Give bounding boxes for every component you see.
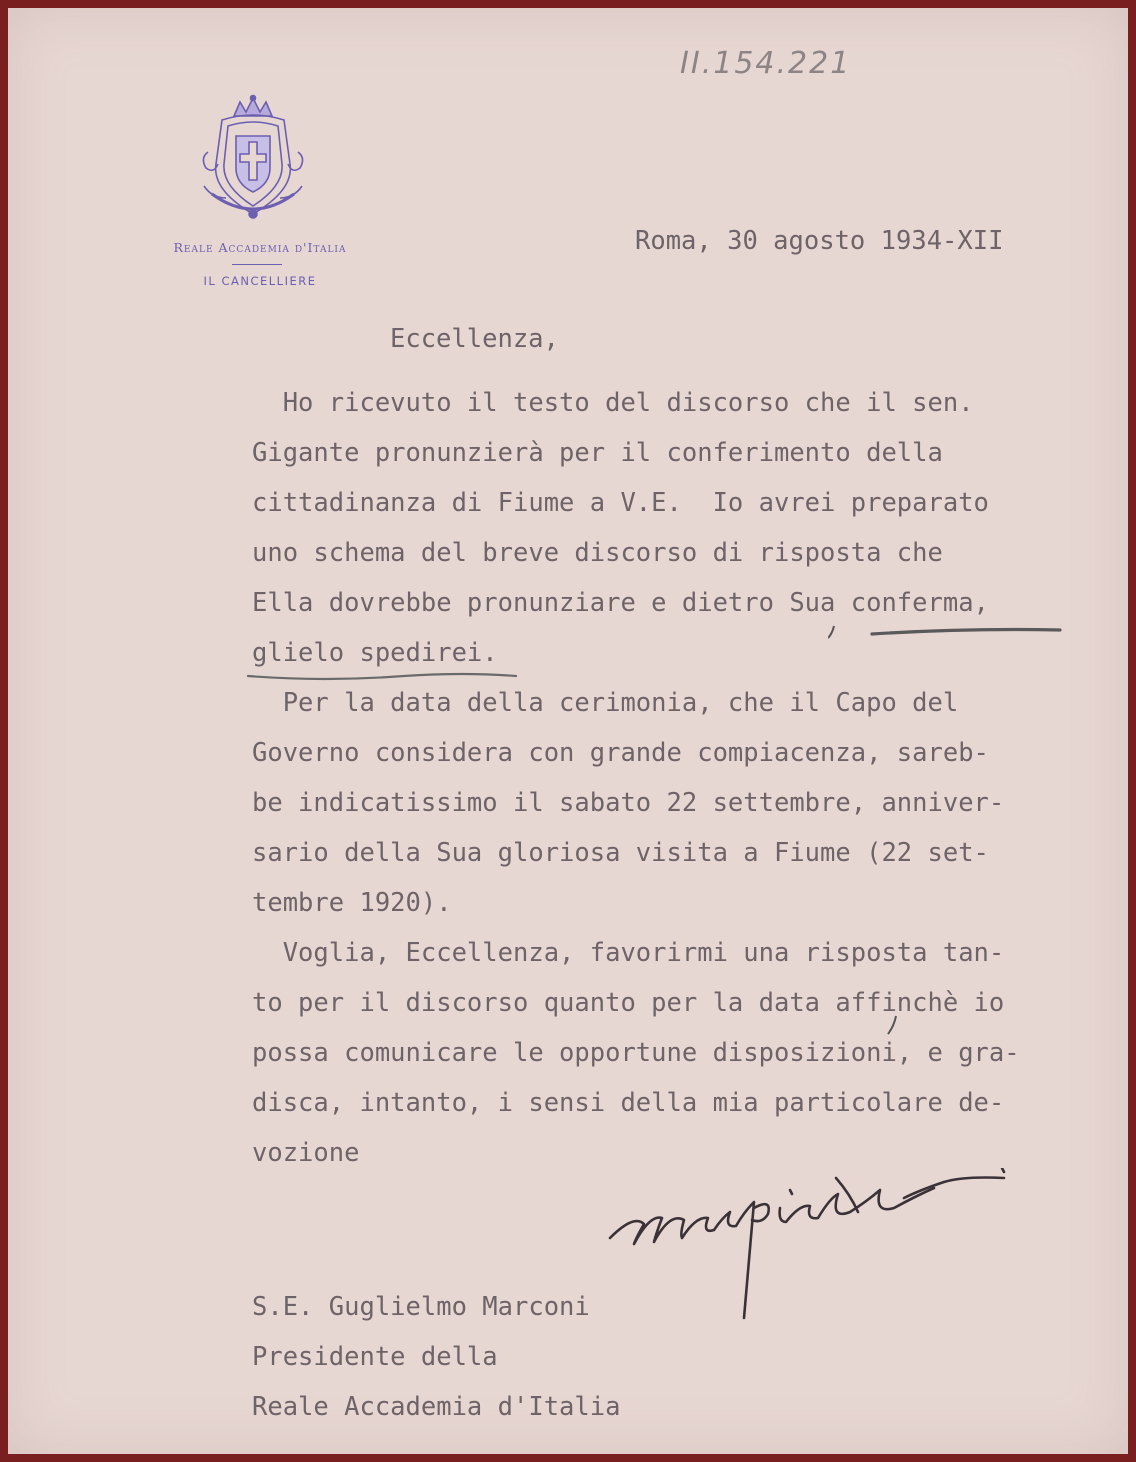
body-line: tembre 1920).: [252, 888, 452, 918]
signature: [604, 1168, 1024, 1328]
body-line: Governo considera con grande compiacenza, sareb-: [252, 738, 989, 768]
body-line: vozione: [252, 1138, 360, 1168]
date-line: Roma, 30 agosto 1934-XII: [635, 226, 1004, 256]
body-line: sario della Sua gloriosa visita a Fiume (22 set-: [252, 838, 989, 868]
body-line: Gigante pronunzierà per il conferimento della: [252, 438, 943, 468]
salutation: Eccellenza,: [390, 324, 559, 354]
body-line: Ella dovrebbe pronunziare e dietro Sua conferma,: [252, 588, 989, 618]
body-line: cittadinanza di Fiume a V.E. Io avrei preparato: [252, 488, 989, 518]
pencil-underline: [828, 620, 1068, 642]
body-line: disca, intanto, i sensi della mia particolare de-: [252, 1088, 1005, 1118]
letterhead-title: Reale Accademia d'Italia: [173, 240, 347, 255]
body-line: possa comunicare le opportune disposizioni, e gra-: [252, 1038, 1020, 1068]
body-line: Voglia, Eccellenza, favorirmi una risposta tan-: [252, 938, 1005, 968]
body-line: to per il discorso quanto per la data affinchè io: [252, 988, 1005, 1018]
body-line: glielo spedirei.: [252, 638, 498, 668]
letter-page: [8, 8, 1128, 1454]
body-line: uno schema del breve discorso di risposta che: [252, 538, 943, 568]
body-line: Ho ricevuto il testo del discorso che il sen.: [252, 388, 974, 418]
body-line: be indicatissimo il sabato 22 settembre, anniver-: [252, 788, 1005, 818]
royal-crest-icon: [194, 94, 312, 226]
addressee-line: Reale Accademia d'Italia: [252, 1392, 621, 1422]
pencil-underline: [244, 668, 520, 686]
letterhead-divider: [232, 264, 282, 265]
letterhead-subtitle: IL CANCELLIERE: [203, 274, 317, 288]
addressee-line: Presidente della: [252, 1342, 498, 1372]
addressee-line: S.E. Guglielmo Marconi: [252, 1292, 590, 1322]
archive-number: II.154.221: [680, 46, 852, 81]
body-line: Per la data della cerimonia, che il Capo del: [252, 688, 959, 718]
